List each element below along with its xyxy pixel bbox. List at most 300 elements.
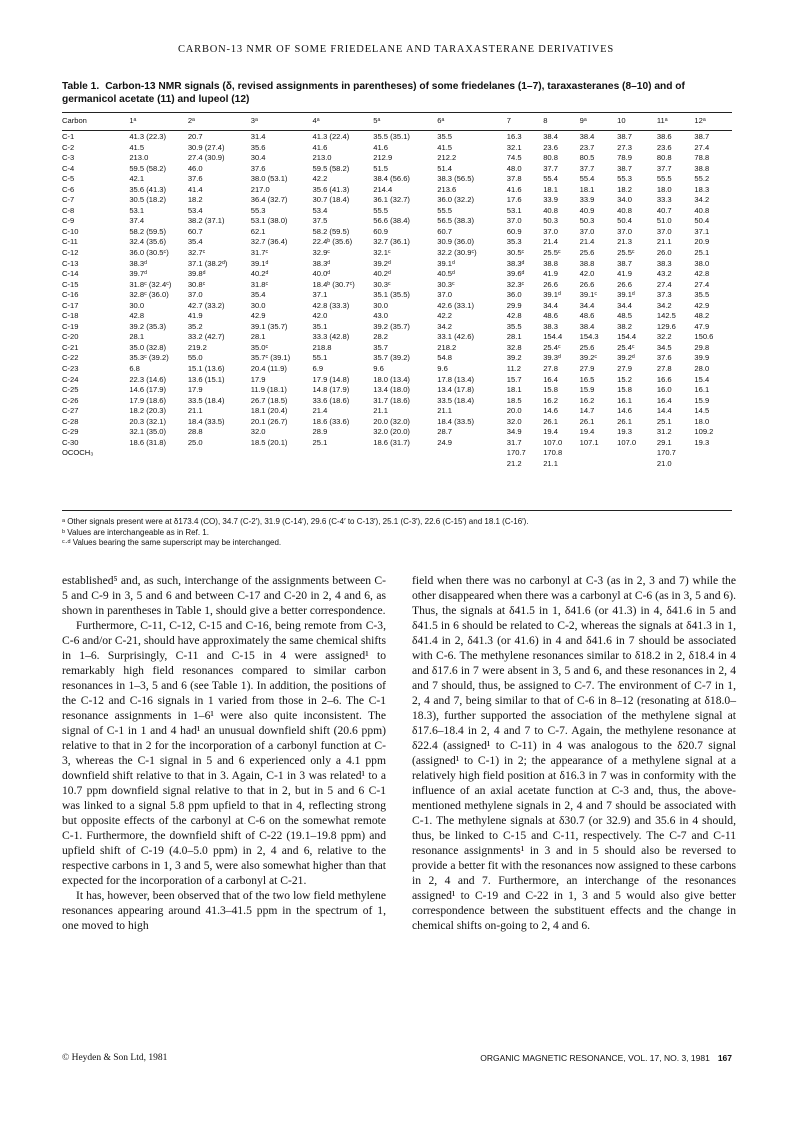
shift-value-cell: 28.1 bbox=[250, 332, 266, 342]
shift-value-cell: 35.7 bbox=[373, 342, 389, 352]
shift-value-cell: 170.7 bbox=[656, 448, 676, 458]
table-row bbox=[62, 237, 732, 248]
shift-value-cell: 35.0 (32.8) bbox=[129, 342, 167, 352]
shift-value-cell: 32.0 (20.0) bbox=[373, 427, 410, 437]
table-header-row bbox=[62, 114, 732, 129]
shift-value-cell: 40.2ᵈ bbox=[373, 269, 391, 279]
paragraph: Furthermore, C-11, C-12, C-15 and C-16, being remote from C-3, C-6 and/or C-21, should have approximately the same chemical shifts in 1–6. Surprisingly, C-11 and C-15 in 4 were assigned¹ to remarkably high field resonances compared to similar carbon resonances in 1–3, 5 and 6 (see Table 1). In addition, the positions of the C-12 and C-16 signals in 1 varied from those in 2–6. The C-1 resonance assignments in 1–6¹ were also quite inconsistent. The signal of C-1 in 1 and 4 had¹ an unusual downfield shift (20.6 ppm) relative to that in 2 for the incorporation of a carbonyl function at C-3, whereas the C-1 signal in 5 and 6 experienced only a 4.1 ppm downfield shift relative to that in 3. Again, C-1 in 3 was related¹ to a 10.7 ppm downfield signal relative to that in 2, but in 5 and 6 C-1 was linked to a signal 5.8 ppm upfield to that in 4, reflecting strong but opposite effects of the carbonyl at C-6 on the somewhat remote C-1. Furthermore, the downfield shift of C-22 (19.1–19.8 ppm) and upfield shift of C-19 (4.0–5.0 ppm) in 2, 4 and 6, relative to the respective carbons in 1, 3 and 5, were also somewhat higher than that expected for the incorporation of a carbonyl at C-21. bbox=[62, 619, 386, 887]
shift-value-cell: 17.9 bbox=[250, 374, 266, 384]
shift-value-cell: 39.2ᶜ bbox=[579, 353, 598, 363]
shift-value-cell: 14.6 bbox=[543, 406, 558, 416]
journal-footer bbox=[480, 1053, 732, 1063]
shift-value-cell: 26.1 bbox=[617, 416, 632, 426]
shift-value-cell: 32.1 bbox=[506, 142, 522, 152]
shift-value-cell: 50.4 bbox=[694, 216, 710, 226]
shift-value-cell bbox=[617, 459, 657, 470]
shift-value-cell: 28.1 bbox=[506, 332, 522, 342]
shift-value-cell: 18.4 (33.5) bbox=[187, 416, 225, 426]
shift-value-cell: 15.2 bbox=[617, 374, 632, 384]
shift-value-cell: 51.5 bbox=[373, 163, 389, 173]
shift-value-cell: 55.3 bbox=[250, 205, 266, 215]
table-row bbox=[62, 185, 732, 196]
shift-value-cell: 13.4 (18.0) bbox=[373, 385, 410, 395]
shift-value-cell: 33.2 (42.7) bbox=[187, 332, 225, 342]
shift-value-cell: 38.8 bbox=[694, 163, 710, 173]
shift-value-cell: 59.5 (58.2) bbox=[312, 163, 350, 173]
shift-value-cell: 62.1 bbox=[250, 226, 266, 236]
carbon-label-cell: C-18 bbox=[62, 311, 79, 321]
carbon-label-cell: C-29 bbox=[62, 427, 79, 437]
shift-value-cell: 42.2 bbox=[312, 174, 328, 184]
shift-value-cell: 27.8 bbox=[543, 364, 558, 374]
shift-value-cell: 107.0 bbox=[617, 437, 637, 447]
shift-value-cell: 33.3 (42.8) bbox=[312, 332, 350, 342]
shift-value-cell: 50.3 bbox=[579, 216, 595, 226]
shift-value-cell: 16.2 bbox=[543, 395, 558, 405]
shift-value-cell: 39.1ᶜ bbox=[579, 290, 598, 300]
shift-value-cell: 55.4 bbox=[579, 174, 595, 184]
shift-value-cell: 33.6 (18.6) bbox=[312, 395, 350, 405]
shift-value-cell: 53.1 (38.0) bbox=[250, 216, 288, 226]
shift-value-cell: 39.2ᵈ bbox=[373, 258, 391, 268]
table-row bbox=[62, 438, 732, 449]
shift-value-cell: 35.3ᶜ (39.2) bbox=[129, 353, 169, 363]
shift-value-cell: 18.4ᵇ (30.7ᶜ) bbox=[312, 279, 355, 289]
shift-value-cell bbox=[694, 448, 732, 459]
shift-value-cell: 42.0 bbox=[312, 311, 328, 321]
shift-value-cell: 14.7 bbox=[579, 406, 595, 416]
shift-value-cell: 27.4 bbox=[656, 279, 672, 289]
shift-value-cell: 42.0 bbox=[579, 269, 595, 279]
shift-value-cell: 36.0 (30.5ᶜ) bbox=[129, 248, 169, 258]
shift-value-cell: 219.2 bbox=[187, 342, 207, 352]
shift-value-cell: 20.0 (32.0) bbox=[373, 416, 410, 426]
table-header-cell: 2ᵃ bbox=[187, 116, 195, 126]
table-header-cell: 1ᵃ bbox=[129, 116, 137, 126]
shift-value-cell: 32.1ᶜ bbox=[373, 248, 391, 258]
shift-value-cell: 42.8 bbox=[506, 311, 522, 321]
table-row bbox=[62, 417, 732, 428]
table-bottom-rule bbox=[62, 510, 732, 511]
table-header-cell: 3ᵃ bbox=[250, 116, 258, 126]
shift-value-cell: 55.1 bbox=[312, 353, 328, 363]
shift-value-cell: 26.7 (18.5) bbox=[250, 395, 288, 405]
shift-value-cell: 16.3 bbox=[506, 132, 522, 141]
shift-value-cell: 38.0 (53.1) bbox=[250, 174, 288, 184]
carbon-label-cell: C-19 bbox=[62, 321, 79, 331]
carbon-label-cell: C-15 bbox=[62, 279, 79, 289]
table-row bbox=[62, 427, 732, 438]
carbon-label-cell: C-3 bbox=[62, 153, 75, 163]
shift-value-cell: 42.9 bbox=[694, 300, 710, 310]
shift-value-cell: 36.4 (32.7) bbox=[250, 195, 288, 205]
nmr-table bbox=[62, 114, 732, 470]
shift-value-cell: 30.0 bbox=[373, 300, 389, 310]
shift-value-cell: 33.9 bbox=[579, 195, 595, 205]
shift-value-cell: 35.1 (35.5) bbox=[373, 290, 410, 300]
shift-value-cell: 142.5 bbox=[656, 311, 676, 321]
table-row bbox=[62, 322, 732, 333]
shift-value-cell: 38.3 bbox=[543, 321, 558, 331]
shift-value-cell: 27.4 bbox=[694, 279, 710, 289]
table-row bbox=[62, 227, 732, 238]
shift-value-cell: 37.7 bbox=[579, 163, 595, 173]
shift-value-cell: 41.9 bbox=[617, 269, 632, 279]
shift-value-cell: 37.1 bbox=[312, 290, 328, 300]
carbon-label-cell: C-25 bbox=[62, 385, 79, 395]
shift-value-cell: 25.4ᶜ bbox=[617, 342, 635, 352]
shift-value-cell: 33.9 bbox=[543, 195, 558, 205]
shift-value-cell: 38.6 bbox=[656, 132, 672, 141]
table-row bbox=[62, 406, 732, 417]
shift-value-cell: 21.1 bbox=[187, 406, 203, 416]
shift-value-cell: 16.1 bbox=[694, 385, 710, 395]
page-number: 167 bbox=[717, 1053, 732, 1063]
shift-value-cell: 40.7 bbox=[656, 205, 672, 215]
table-row bbox=[62, 248, 732, 259]
carbon-label-cell: C-7 bbox=[62, 195, 75, 205]
shift-value-cell: 35.3 bbox=[506, 237, 522, 247]
shift-value-cell: 37.0 bbox=[437, 290, 453, 300]
shift-value-cell: 48.2 bbox=[694, 311, 710, 321]
shift-value-cell: 39.1 (35.7) bbox=[250, 321, 288, 331]
carbon-label-cell: C-4 bbox=[62, 163, 75, 173]
shift-value-cell: 19.3 bbox=[617, 427, 632, 437]
shift-value-cell: 16.1 bbox=[617, 395, 632, 405]
shift-value-cell: 218.8 bbox=[312, 342, 332, 352]
shift-value-cell: 32.0 bbox=[506, 416, 522, 426]
shift-value-cell: 55.3 bbox=[617, 174, 632, 184]
shift-value-cell: 25.1 bbox=[656, 416, 672, 426]
shift-value-cell: 29.8 bbox=[694, 342, 710, 352]
shift-value-cell: 17.9 (14.8) bbox=[312, 374, 350, 384]
shift-value-cell: 18.6 (31.7) bbox=[373, 437, 410, 447]
shift-value-cell: 28.8 bbox=[187, 427, 203, 437]
shift-value-cell: 18.0 bbox=[694, 416, 710, 426]
shift-value-cell: 26.6 bbox=[579, 279, 595, 289]
shift-value-cell: 37.0 bbox=[543, 226, 558, 236]
shift-value-cell: 25.6 bbox=[579, 248, 595, 258]
shift-value-cell: 35.7 (39.2) bbox=[373, 353, 410, 363]
shift-value-cell: 212.2 bbox=[437, 153, 457, 163]
shift-value-cell: 15.1 (13.6) bbox=[187, 364, 225, 374]
carbon-label-cell: C-17 bbox=[62, 300, 79, 310]
shift-value-cell: 26.6 bbox=[617, 279, 632, 289]
shift-value-cell: 19.4 bbox=[543, 427, 558, 437]
shift-value-cell: 33.3 bbox=[656, 195, 672, 205]
shift-value-cell: 20.4 (11.9) bbox=[250, 364, 287, 374]
shift-value-cell: 30.0 bbox=[129, 300, 145, 310]
shift-value-cell: 29.1 bbox=[656, 437, 672, 447]
table-row bbox=[62, 143, 732, 154]
shift-value-cell: 18.5 bbox=[506, 395, 522, 405]
carbon-label-cell: C-1 bbox=[62, 132, 75, 141]
shift-value-cell: 53.4 bbox=[187, 205, 203, 215]
shift-value-cell: 22.3 (14.6) bbox=[129, 374, 167, 384]
shift-value-cell: 59.5 (58.2) bbox=[129, 163, 167, 173]
shift-value-cell: 21.1 bbox=[543, 458, 558, 468]
shift-value-cell: 53.1 bbox=[506, 205, 522, 215]
shift-value-cell: 56.5 (38.3) bbox=[437, 216, 474, 226]
shift-value-cell: 48.6 bbox=[579, 311, 595, 321]
shift-value-cell: 26.1 bbox=[579, 416, 595, 426]
shift-value-cell: 18.3 bbox=[694, 184, 710, 194]
shift-value-cell: 40.8 bbox=[543, 205, 558, 215]
shift-value-cell: 30.8ᶜ bbox=[187, 279, 206, 289]
table-row bbox=[62, 216, 732, 227]
shift-value-cell: 37.6 bbox=[250, 163, 266, 173]
shift-value-cell: 170.7 bbox=[506, 448, 526, 458]
shift-value-cell: 34.5 bbox=[656, 342, 672, 352]
shift-value-cell: 18.1 bbox=[543, 184, 558, 194]
shift-value-cell: 55.5 bbox=[437, 205, 453, 215]
shift-value-cell: 17.8 (13.4) bbox=[437, 374, 474, 384]
shift-value-cell: 25.4ᶜ bbox=[543, 342, 561, 352]
table-row bbox=[62, 290, 732, 301]
shift-value-cell: 31.2 bbox=[656, 427, 672, 437]
shift-value-cell: 60.9 bbox=[506, 226, 522, 236]
shift-value-cell: 16.0 bbox=[656, 385, 672, 395]
shift-value-cell: 38.3ᵈ bbox=[312, 258, 331, 268]
shift-value-cell bbox=[188, 448, 251, 459]
shift-value-cell: 80.5 bbox=[579, 153, 595, 163]
shift-value-cell: 33.5 (18.4) bbox=[187, 395, 225, 405]
shift-value-cell: 32.7 (36.4) bbox=[250, 237, 288, 247]
journal-citation: ORGANIC MAGNETIC RESONANCE, VOL. 17, NO. 3, 1981 bbox=[480, 1053, 710, 1063]
shift-value-cell: 20.0 bbox=[506, 406, 522, 416]
shift-value-cell: 32.8ᶜ (36.0) bbox=[129, 290, 169, 300]
shift-value-cell: 21.2 bbox=[506, 458, 522, 468]
shift-value-cell: 14.6 bbox=[617, 406, 632, 416]
carbon-label-cell: C-2 bbox=[62, 142, 75, 152]
shift-value-cell: 54.8 bbox=[437, 353, 453, 363]
shift-value-cell: 9.6 bbox=[437, 364, 448, 374]
shift-value-cell: 21.4 bbox=[312, 406, 328, 416]
table-footnotes bbox=[62, 517, 742, 549]
table-header-cell: 10 bbox=[617, 116, 626, 126]
shift-value-cell: 40.8 bbox=[694, 205, 710, 215]
shift-value-cell: 38.2 bbox=[617, 321, 632, 331]
shift-value-cell bbox=[251, 448, 313, 459]
shift-value-cell: 170.8 bbox=[543, 448, 563, 458]
shift-value-cell: 21.4 bbox=[543, 237, 558, 247]
shift-value-cell: 42.8 (33.3) bbox=[312, 300, 350, 310]
shift-value-cell: 18.0 (13.4) bbox=[373, 374, 410, 384]
shift-value-cell: 39.2ᵈ bbox=[617, 353, 635, 363]
shift-value-cell: 23.6 bbox=[543, 142, 558, 152]
shift-value-cell: 26.1 bbox=[543, 416, 558, 426]
shift-value-cell: 31.7 bbox=[506, 437, 522, 447]
table-row bbox=[62, 206, 732, 217]
shift-value-cell: 38.3ᵈ bbox=[506, 258, 525, 268]
carbon-label-cell: C-10 bbox=[62, 226, 79, 236]
shift-value-cell: 39.2 bbox=[506, 353, 522, 363]
shift-value-cell: 30.5 (18.2) bbox=[129, 195, 167, 205]
shift-value-cell: 24.9 bbox=[437, 437, 453, 447]
shift-value-cell: 32.4 (35.6) bbox=[129, 237, 167, 247]
table-row bbox=[62, 385, 732, 396]
shift-value-cell: 18.2 bbox=[617, 184, 632, 194]
table-row bbox=[62, 301, 732, 312]
table-row bbox=[62, 375, 732, 386]
shift-value-cell: 34.0 bbox=[617, 195, 632, 205]
shift-value-cell: 11.9 (18.1) bbox=[250, 385, 287, 395]
paragraph: It has, however, been observed that of the two low field methylene resonances appearing around 41.3–41.5 ppm in the spectrum of 1, one moved to high bbox=[62, 889, 386, 932]
shift-value-cell: 74.5 bbox=[506, 153, 522, 163]
shift-value-cell: 31.7ᶜ bbox=[250, 248, 269, 258]
shift-value-cell: 17.9 bbox=[187, 385, 203, 395]
shift-value-cell: 35.5 (35.1) bbox=[373, 132, 410, 141]
paragraph: field when there was no carbonyl at C-3 (as in 2, 3 and 7) while the other disappeared when there was a carbonyl at C-6 (as in 3, 5 and 6). Thus, the signals at δ41.5 in 1, δ41.6 (or 41.3) in 4, δ41.6 in 5 and δ41.5 in 6 should be related to C-2, whereas the signals at δ41.3 in 1, δ41.4 in 2, δ41.3 (or 41.6) in 4 and δ41.6 in 7 should be associated with C-6. The methylene resonances similar to δ18.2 in 2, δ18.4 in 4 and δ17.6 in 7 were absent in 3, 5 and 6, and these resonances in 2, 4 and 7 should, thus, be assigned to C-7. The environment of C-7 in 1, 2, 4 and 7, being similar to that of C-6 in 8–12 (resonating at δ18.0–18.3), further supported the association of the methylene signal at δ17.6–18.4 in 2, 4 and 7 to C-7. Again, the methylene resonance at δ22.4 (assigned¹ to C-11) in 4 was analogous to the δ20.7 signal (assigned¹ to C-1) in 2; the appearance of a methylene signal at a relatively high field position at δ16.3 in 7 was in conformity with the influence of an axial acetate function at C-3 and, thus, the above-mentioned methylene signals in 2, 4 and 7 should be associated with C-1. The methylene signals at δ30.7 (or 32.9) and 35.6 in 4 should, thus, be linked to C-15 and C-11, respectively. The C-7 and C-11 resonance assignments¹ in 3 and in 5 should also be reversed to provide a better fit with the resonances now assigned to these carbons in 2, 4 and 7. Furthermore, an interchange of the resonances assigned¹ to C-19 and C-22 in 1, 3 and 5 would also give better correspondence between the substituent effects and the change in chemical shifts on-going to 2, 4 and 6. bbox=[412, 574, 736, 932]
shift-value-cell: 51.0 bbox=[656, 216, 672, 226]
carbon-label-cell: C-16 bbox=[62, 290, 79, 300]
shift-value-cell: 27.4 bbox=[694, 142, 710, 152]
shift-value-cell: 48.6 bbox=[543, 311, 558, 321]
shift-value-cell: 15.7 bbox=[506, 374, 522, 384]
shift-value-cell: 39.2 (35.7) bbox=[373, 321, 410, 331]
shift-value-cell: 19.3 bbox=[694, 437, 710, 447]
shift-value-cell: 35.5 bbox=[506, 321, 522, 331]
shift-value-cell: 38.8 bbox=[579, 258, 595, 268]
shift-value-cell bbox=[313, 459, 374, 470]
shift-value-cell: 35.6 bbox=[250, 142, 266, 152]
carbon-label-cell: C-22 bbox=[62, 353, 79, 363]
shift-value-cell: 34.4 bbox=[617, 300, 632, 310]
shift-value-cell: 32.2 bbox=[656, 332, 672, 342]
shift-value-cell: 55.4 bbox=[543, 174, 558, 184]
shift-value-cell: 37.0 bbox=[506, 216, 522, 226]
shift-value-cell: 39.2 (35.3) bbox=[129, 321, 167, 331]
shift-value-cell: 35.5 bbox=[437, 132, 453, 141]
shift-value-cell: 37.3 bbox=[656, 290, 672, 300]
shift-value-cell: 34.2 bbox=[694, 195, 710, 205]
shift-value-cell: 27.9 bbox=[579, 364, 595, 374]
shift-value-cell: 107.1 bbox=[579, 437, 599, 447]
shift-value-cell: 42.2 bbox=[437, 311, 453, 321]
shift-value-cell: 25.5ᶜ bbox=[543, 248, 561, 258]
shift-value-cell: 33.5 (18.4) bbox=[437, 395, 474, 405]
shift-value-cell bbox=[251, 459, 313, 470]
shift-value-cell: 18.5 (20.1) bbox=[250, 437, 288, 447]
shift-value-cell: 212.9 bbox=[373, 153, 393, 163]
shift-value-cell: 28.1 bbox=[129, 332, 145, 342]
shift-value-cell: 13.6 (15.1) bbox=[187, 374, 225, 384]
shift-value-cell: 25.1 bbox=[694, 248, 710, 258]
footnote-cd: ᶜ·ᵈ Values bearing the same superscript may be interchanged. bbox=[62, 538, 282, 547]
shift-value-cell: 40.8 bbox=[617, 205, 632, 215]
shift-value-cell: 20.1 (26.7) bbox=[250, 416, 288, 426]
shift-value-cell: 46.0 bbox=[187, 163, 203, 173]
table-top-rule bbox=[62, 112, 732, 113]
shift-value-cell: 36.1 (32.7) bbox=[373, 195, 410, 205]
shift-value-cell: 23.6 bbox=[656, 142, 672, 152]
shift-value-cell: 39.7ᵈ bbox=[129, 269, 147, 279]
shift-value-cell: 35.6 (41.3) bbox=[312, 184, 350, 194]
shift-value-cell: 16.6 bbox=[656, 374, 672, 384]
shift-value-cell: 37.6 bbox=[187, 174, 203, 184]
carbon-label-cell: C-5 bbox=[62, 174, 75, 184]
shift-value-cell: 217.0 bbox=[250, 184, 270, 194]
shift-value-cell: 21.3 bbox=[617, 237, 632, 247]
shift-value-cell: 18.1 bbox=[506, 385, 522, 395]
shift-value-cell: 35.6 (41.3) bbox=[129, 184, 167, 194]
table-row bbox=[62, 269, 732, 280]
shift-value-cell: 32.0 bbox=[250, 427, 266, 437]
shift-value-cell: 38.3 bbox=[656, 258, 672, 268]
table-row bbox=[62, 153, 732, 164]
shift-value-cell: 41.6 bbox=[312, 142, 328, 152]
shift-value-cell: 18.0 bbox=[656, 184, 672, 194]
table-row bbox=[62, 280, 732, 291]
shift-value-cell: 31.8ᶜ (32.4ᶜ) bbox=[129, 279, 172, 289]
table-header-cell: 11ᵃ bbox=[656, 116, 668, 126]
footnote-b: ᵇ Values are interchangeable as in Ref. 1. bbox=[62, 527, 209, 537]
shift-value-cell: 37.0 bbox=[579, 226, 595, 236]
shift-value-cell: 26.0 bbox=[656, 248, 672, 258]
shift-value-cell: 25.1 bbox=[312, 437, 328, 447]
shift-value-cell: 43.0 bbox=[373, 311, 389, 321]
shift-value-cell: 15.8 bbox=[543, 385, 558, 395]
shift-value-cell: 30.4 bbox=[250, 153, 266, 163]
shift-value-cell: 34.2 bbox=[437, 321, 453, 331]
shift-value-cell: 213.0 bbox=[312, 153, 332, 163]
shift-value-cell: 40.5ᵈ bbox=[437, 269, 455, 279]
shift-value-cell bbox=[694, 459, 732, 470]
shift-value-cell: 129.6 bbox=[656, 321, 676, 331]
table-row bbox=[62, 332, 732, 343]
shift-value-cell: 40.2ᵈ bbox=[250, 269, 269, 279]
shift-value-cell: 31.7 (18.6) bbox=[373, 395, 410, 405]
shift-value-cell: 38.7 bbox=[617, 258, 632, 268]
carbon-label-cell: C-12 bbox=[62, 248, 79, 258]
shift-value-cell: 40.0ᵈ bbox=[312, 269, 331, 279]
running-head: CARBON-13 NMR OF SOME FRIEDELANE AND TARAXASTERANE DERIVATIVES bbox=[177, 44, 615, 55]
shift-value-cell: 53.1 bbox=[129, 205, 145, 215]
shift-value-cell: 41.4 bbox=[187, 184, 203, 194]
shift-value-cell: 60.9 bbox=[373, 226, 389, 236]
shift-value-cell bbox=[373, 448, 437, 459]
table-caption-text: Carbon-13 NMR signals (δ, revised assignments in parentheses) of some friedelanes (1–7), taraxasteranes (8–10) and of germanicol acetate (11) and lupeol (12) bbox=[62, 81, 685, 105]
table-body bbox=[62, 129, 732, 470]
shift-value-cell: 42.8 bbox=[694, 269, 710, 279]
shift-value-cell: 18.2 bbox=[187, 195, 203, 205]
copyright-notice: © Heyden & Son Ltd, 1981 bbox=[62, 1053, 168, 1063]
shift-value-cell: 19.4 bbox=[579, 427, 595, 437]
shift-value-cell bbox=[617, 448, 657, 459]
shift-value-cell: 41.6 bbox=[506, 184, 522, 194]
shift-value-cell: 42.9 bbox=[250, 311, 266, 321]
shift-value-cell bbox=[373, 459, 437, 470]
table-row bbox=[62, 353, 732, 364]
shift-value-cell: 14.6 (17.9) bbox=[129, 385, 167, 395]
shift-value-cell: 41.5 bbox=[129, 142, 145, 152]
table-header-cell: Carbon bbox=[62, 116, 87, 126]
shift-value-cell bbox=[437, 459, 507, 470]
shift-value-cell: 39.6ᵈ bbox=[506, 269, 525, 279]
shift-value-cell: 38.8 bbox=[543, 258, 558, 268]
shift-value-cell: 18.2 (20.3) bbox=[129, 406, 167, 416]
shift-value-cell: 21.4 bbox=[579, 237, 595, 247]
shift-value-cell: 214.4 bbox=[373, 184, 393, 194]
shift-value-cell: 47.9 bbox=[694, 321, 710, 331]
shift-value-cell: 38.4 bbox=[579, 132, 595, 141]
carbon-label-cell: C-27 bbox=[62, 406, 79, 416]
shift-value-cell: 27.4 (30.9) bbox=[187, 153, 225, 163]
table-row bbox=[62, 311, 732, 322]
paragraph: established⁵ and, as such, interchange of the assignments between C-5 and C-9 in 3, 5 and 6 and between C-17 and C-20 in 2, 4 and 6, as shown in parentheses in Table 1, should give a better correspondence. bbox=[62, 574, 386, 617]
shift-value-cell: 32.9ᶜ bbox=[312, 248, 330, 258]
shift-value-cell: 36.0 bbox=[506, 290, 522, 300]
